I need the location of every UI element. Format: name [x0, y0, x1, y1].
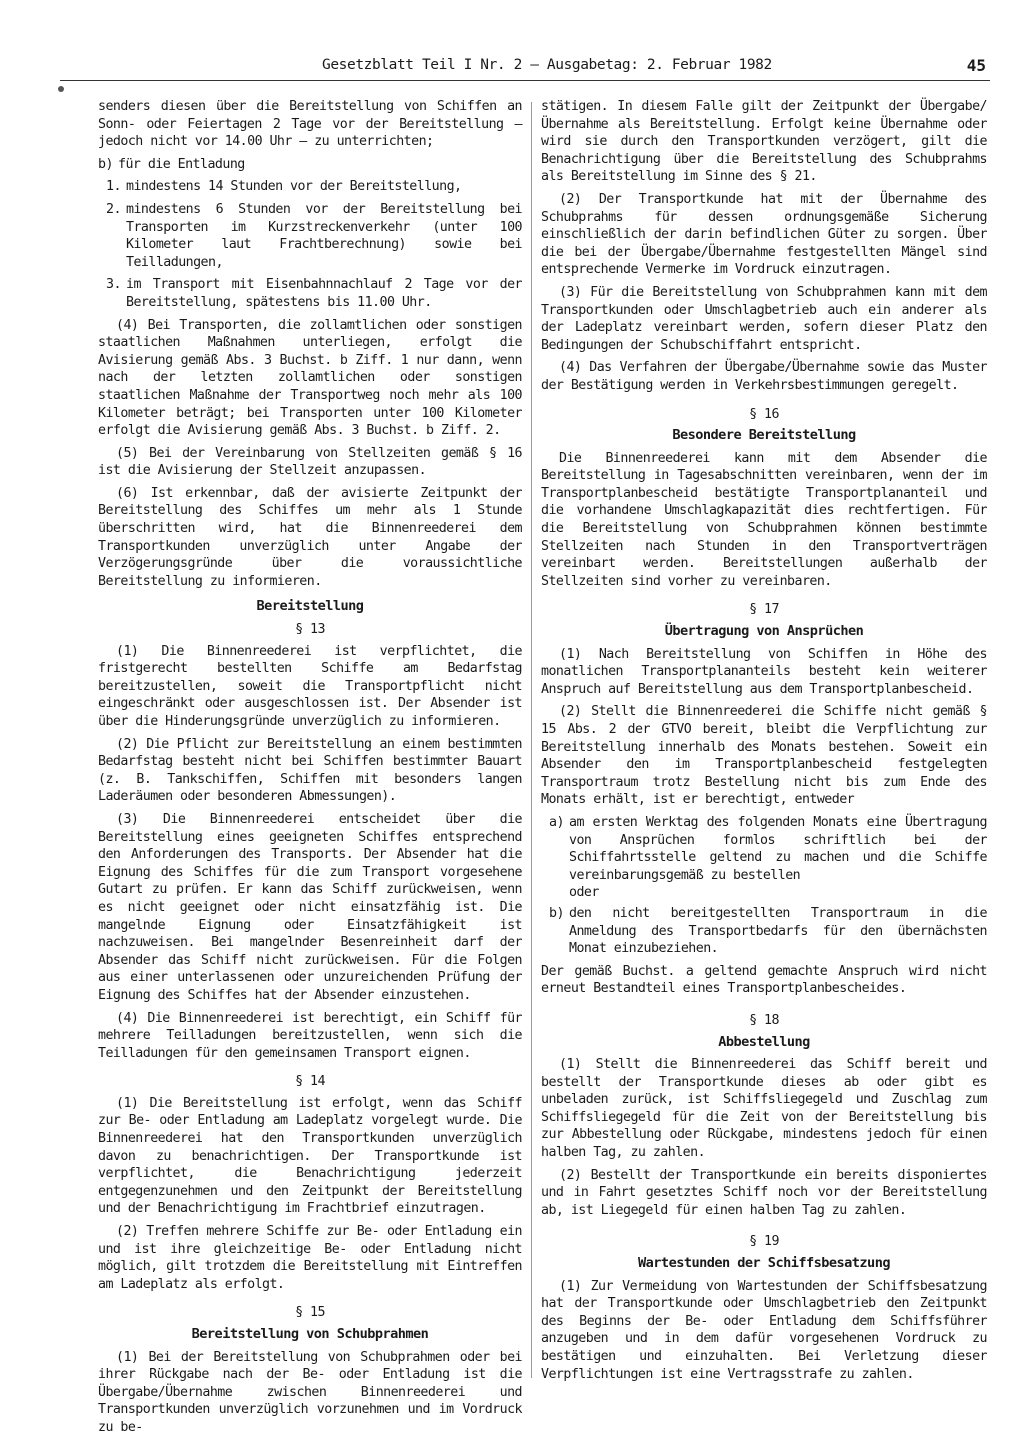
section-15-title: Bereitstellung von Schubprahmen: [191, 1326, 429, 1342]
section-17-paragraph-2: (2) Stellt die Binnenreederei die Schiffe nicht gemäß § 15 Abs. 2 der GTVO bereit, bleibt die Verpflichtung zur Bereitstellung innerhalb des Monats bestehen. Soweit ein Absender den im Transportplanbescheid festgelegten Transportraum trotz Bestellung nicht bis zum Ende des Monats erhält, ist er berechtigt, entweder: [541, 704, 987, 808]
section-16-title: Besondere Bereitstellung: [672, 427, 856, 444]
section-16-number: § 16: [749, 406, 779, 422]
left-column: [98, 98, 522, 1442]
section-18-title: Abbestellung: [718, 1033, 810, 1050]
column-divider: [531, 102, 532, 1378]
list-item-b2: 2. mindestens 6 Stunden vor der Bereitstellung bei Transporten im Kurzstreckenverkehr (unter 100 Kilometer laut Frachtberechnung) sowie bei Teilladungen,: [106, 201, 522, 270]
section-13-paragraph-1: (1) Die Binnenreederei ist verpflichtet, die fristgerecht bestellten Schiffe am Bedarfstag bereitzustellen, soweit die Transportpflicht nicht eingeschränkt oder ausgeschlossen ist. Der Absender ist über die Hinderungsgründe unverzüglich zu informieren.: [98, 643, 522, 729]
page-number: 45: [966, 56, 986, 75]
section-13-paragraph-4: (4) Die Binnenreederei ist berechtigt, ein Schiff für mehrere Teilladungen bereitzustellen, wenn sich die Teilladungen für den gemeinsamen Transport eignen.: [98, 1010, 522, 1061]
paragraph-continued-right: stätigen. In diesem Falle gilt der Zeitpunkt der Übergabe/Übernahme als Bereitstellung. Erfolgt keine Übernahme oder wird sie durch den Transportkunden verzögert, gilt die Benachrichtigung über die Bereitstellung des Schubprahms als Bereitstellung im Sinne des § 21.: [541, 99, 987, 185]
list-item-b1: 1. mindestens 14 Stunden vor der Bereitstellung,: [106, 179, 462, 195]
print-speck: [58, 86, 64, 92]
section-17-paragraph-1: (1) Nach Bereitstellung von Schiffen in Höhe des monatlichen Transportplananteils besteht kein weiterer Anspruch auf Bereitstellung aus dem Transportplanbescheid.: [541, 646, 987, 697]
list-item-b3: 3. im Transport mit Eisenbahnnachlauf 2 Tage vor der Bereitstellung, spätestens bis 11.00 Uhr.: [106, 277, 522, 310]
section-19-number: § 19: [749, 1234, 779, 1250]
section-15-paragraph-2: (2) Der Transportkunde hat mit der Übernahme des Schubprahms für dessen ordnungsgemäße Sicherung einschließlich der darin befindlichen Güter zu sorgen. Über die bei der Übergabe/Übernahme festgestellten Mängel sind entsprechende Vermerke im Vordruck einzutragen.: [541, 191, 987, 278]
section-16-paragraph: Die Binnenreederei kann mit dem Absender die Bereitstellung in Tagesabschnitten vereinbaren, wenn der im Transportplanbescheid bestätigte Transportplananteil und die vorhandene Umschlagkapazität dies rechtfertigen. Für die Bereitstellung von Schubprahmen können bestimmte Stellzeiten nach Stunden in den Transportverträgen vereinbart werden. Bereitstellungen außerhalb der Stellzeiten sind vorher zu vereinbaren.: [541, 450, 987, 589]
paragraph-continued: senders diesen über die Bereitstellung von Schiffen an Sonn- oder Feiertagen 2 Tage vor der Bereitstellung — jedoch nicht vor 14.00 Uhr — zu unterrichten;: [98, 99, 522, 150]
section-15-number: § 15: [295, 1305, 325, 1321]
section-17-title: Übertragung von Ansprüchen: [664, 623, 864, 640]
section-18-paragraph-1: (1) Stellt die Binnenreederei das Schiff bereit und bestellt der Transportkunde dieses ab oder gibt es unbeladen zurück, ist Schiffsliegegeld und Zuschlag zum Schiffsliegegeld für die Zeit von der Bereitstellung bis zur Abbestellung oder Rückgabe, mindestens jedoch für einen halben Tag, zu zahlen.: [541, 1057, 987, 1161]
section-15-paragraph-4: (4) Das Verfahren der Übergabe/Übernahme sowie das Muster der Bestätigung werden in Verkehrsbestimmungen geregelt.: [541, 360, 987, 393]
list-item-b-right: b) den nicht bereitgestellten Transportraum in die Anmeldung des Transportbedarfs für den übernächsten Monat einzubeziehen.: [549, 905, 987, 957]
section-13-paragraph-2: (2) Die Pflicht zur Bereitstellung an einem bestimmten Bedarfstag besteht nicht bei Schiffen bestimmter Bauart (z. B. Tankschiffen, Schiffen mit besonders langen Laderäumen oder besonderen Abmessungen).: [98, 736, 522, 805]
section-19-title: Wartestunden der Schiffsbesatzung: [638, 1255, 890, 1272]
header-title: Gesetzblatt Teil I Nr. 2 — Ausgabetag: 2. Februar 1982: [322, 57, 772, 73]
paragraph-4: (4) Bei Transporten, die zollamtlichen oder sonstigen staatlichen Maßnahmen unterliegen, erfolgt die Avisierung gemäß Abs. 3 Buchst. b Ziff. 1 nur dann, wenn nach der letzten zollamtlichen oder sonstigen staatlichen Maßnahme der Transportweg noch mehr als 100 Kilometer beträgt; bei Transporten unter 100 Kilometer erfolgt die Avisierung gemäß Abs. 3 Buchst. b Ziff. 2.: [98, 317, 522, 439]
paragraph-6: (6) Ist erkennbar, daß der avisierte Zeitpunkt der Bereitstellung des Schiffes um mehr als 1 Stunde überschritten wird, hat die Binnenreederei dem Transportkunden unverzüglich unter Angabe der Verzögerungsgründe über die voraussichtliche Bereitstellung zu informieren.: [98, 485, 522, 589]
list-item-b: b) für die Entladung: [98, 156, 245, 172]
section-13-number: § 13: [295, 622, 325, 638]
section-15-paragraph-1: (1) Bei der Bereitstellung von Schubprahmen oder bei ihrer Rückgabe nach der Be- oder Entladung ist die Übergabe/Übernahme zwischen Binnenreederei und Transportkunden unverzüglich vorzunehmen und im Vordruck zu be-: [98, 1349, 522, 1435]
section-15-paragraph-3: (3) Für die Bereitstellung von Schubprahmen kann mit dem Transportkunden oder Umschlagbetrieb auch ein anderer als der Ladeplatz vereinbart werden, sofern dieser Platz den Bedingungen der Schubschiffahrt entspricht.: [541, 284, 987, 353]
section-18-paragraph-2: (2) Bestellt der Transportkunde ein bereits disponiertes und in Fahrt gesetztes Schiff noch vor der Bereitstellung ab, ist Liegegeld für einen halben Tag zu zahlen.: [541, 1167, 987, 1218]
heading-bereitstellung: Bereitstellung: [256, 598, 364, 615]
section-17-final: Der gemäß Buchst. a geltend gemachte Anspruch wird nicht erneut Bestandteil eines Transportplanbescheides.: [541, 963, 987, 997]
list-connector-oder: oder: [569, 885, 599, 901]
section-14-number: § 14: [295, 1074, 325, 1090]
section-18-number: § 18: [749, 1012, 779, 1028]
section-13-paragraph-3: (3) Die Binnenreederei entscheidet über die Bereitstellung eines geeigneten Schiffes entsprechend den Anforderungen des Transports. Der Absender hat die Eignung des Schiffes für die zum Transport vorgesehene Gutart zu prüfen. Er kann das Schiff zurückweisen, wenn es nicht geeignet oder nicht einsatzfähig ist. Die mangelnde Eignung oder Einsatzfähigkeit ist nachzuweisen. Bei mangelnder Besenreinheit darf der Absender das Schiff nicht zurückweisen. Für die Folgen aus einer unterlassenen oder unzureichenden Prüfung der Eignung des Schiffes hat der Absender einzustehen.: [98, 811, 522, 1003]
section-17-number: § 17: [749, 602, 779, 618]
list-item-a: a) am ersten Werktag des folgenden Monats eine Übertragung von Ansprüchen formlos schriftlich bei der Schiffahrtsstelle geltend zu machen und die Schiffe vereinbarungsgemäß zu bestellen: [549, 814, 987, 883]
section-19-paragraph-1: (1) Zur Vermeidung von Wartestunden der Schiffsbesatzung hat der Transportkunde oder Umschlagbetrieb den Zeitpunkt des Beginns der Be- oder Entladung dem Schiffsführer anzugeben und in dem dafür vorgesehenen Vordruck zu bestätigen und einzuhalten. Bei Verletzung dieser Verpflichtungen ist eine Vertragsstrafe zu zahlen.: [541, 1278, 987, 1382]
page-header: [60, 56, 990, 81]
section-14-paragraph-2: (2) Treffen mehrere Schiffe zur Be- oder Entladung ein und ist ihre gleichzeitige Be- oder Entladung nicht möglich, gilt trotzdem die Bereitstellung mit Eintreffen am Ladeplatz als erfolgt.: [98, 1224, 522, 1292]
paragraph-5: (5) Bei der Vereinbarung von Stellzeiten gemäß § 16 ist die Avisierung der Stellzeit anzupassen.: [98, 445, 522, 479]
right-column: [541, 98, 987, 1388]
section-14-paragraph-1: (1) Die Bereitstellung ist erfolgt, wenn das Schiff zur Be- oder Entladung am Ladeplatz vorgelegt wurde. Die Binnenreederei hat den Transportkunden unverzüglich davon zu benachrichtigen. Der Transportkunde ist verpflichtet, die Benachrichtigung jederzeit entgegenzunehmen und den Zeitpunkt der Bereitstellung und der Benachrichtigung im Frachtbrief einzutragen.: [98, 1095, 522, 1217]
